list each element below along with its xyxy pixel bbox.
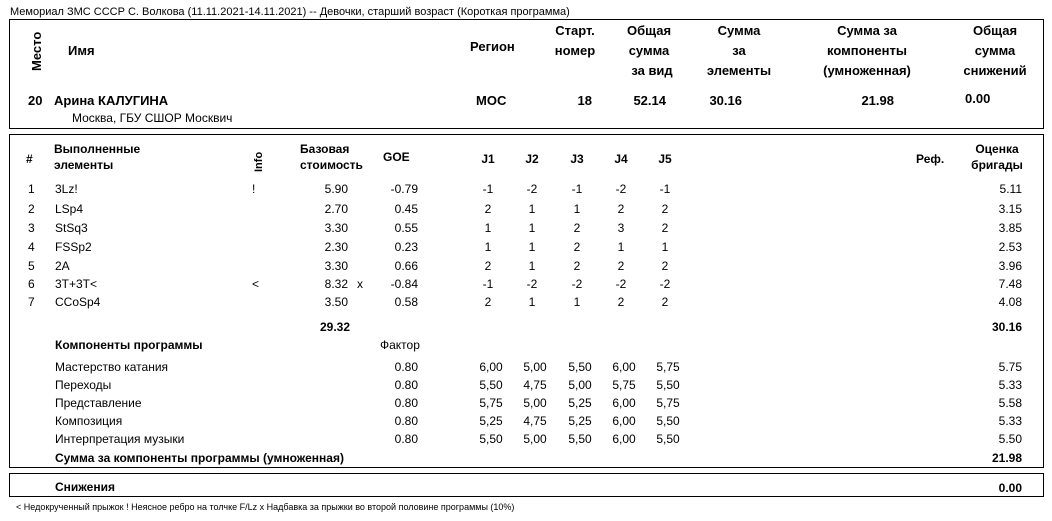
element-name: 3Lz! [55, 182, 78, 196]
base-total: 29.32 [319, 320, 350, 334]
element-judge-score: 1 [528, 202, 536, 216]
element-judge-score: 2 [617, 259, 625, 273]
skater-tes: 30.16 [709, 93, 742, 108]
component-judge-score: 5,50 [656, 432, 680, 446]
header-start-no: Старт. номер [554, 23, 596, 58]
col-j3: J3 [570, 152, 584, 166]
component-judge-score: 5,00 [568, 378, 592, 392]
element-judge-score: -2 [615, 182, 627, 196]
skater-pcs: 21.98 [861, 93, 894, 108]
element-judge-score: 1 [484, 221, 492, 235]
element-score: 3.15 [998, 202, 1022, 216]
element-judge-score: 2 [573, 240, 581, 254]
element-judge-score: 1 [528, 295, 536, 309]
skater-club: Москва, ГБУ СШОР Москвич [72, 111, 233, 125]
component-judge-score: 5,75 [479, 396, 503, 410]
header-total: Общая сумма за вид [626, 23, 673, 78]
component-factor: 0.80 [394, 378, 418, 392]
component-factor: 0.80 [394, 396, 418, 410]
component-judge-score: 5,75 [612, 378, 636, 392]
component-judge-score: 5,50 [656, 414, 680, 428]
component-judge-score: 5,50 [568, 432, 592, 446]
element-base: 2.70 [324, 202, 348, 216]
component-judge-score: 5,00 [523, 432, 547, 446]
element-judge-score: -2 [571, 277, 583, 291]
element-judge-score: 2 [484, 295, 492, 309]
element-judge-score: 1 [617, 240, 625, 254]
element-judge-score: 2 [661, 202, 669, 216]
element-judge-score: 1 [573, 295, 581, 309]
components-total: 21.98 [991, 451, 1022, 465]
element-goe: -0.84 [390, 277, 418, 291]
element-score: 3.96 [998, 259, 1022, 273]
header-tes: Сумма за элементы [706, 23, 772, 78]
component-judge-score: 6,00 [612, 360, 636, 374]
component-name: Представление [55, 396, 142, 410]
element-judge-score: 1 [528, 259, 536, 273]
element-judge-score: 2 [617, 295, 625, 309]
component-judge-score: 5,50 [656, 378, 680, 392]
element-base: 5.90 [324, 182, 348, 196]
col-info: Info [253, 151, 265, 172]
element-judge-score: 2 [617, 202, 625, 216]
element-num: 5 [28, 259, 35, 273]
component-score: 5.33 [998, 378, 1022, 392]
element-x-mark: x [357, 277, 363, 291]
component-judge-score: 5,00 [523, 396, 547, 410]
col-base: Базовая стоимость [300, 142, 363, 172]
components-total-label: Сумма за компоненты программы (умноженная) [55, 451, 344, 465]
header-deductions: Общая сумма снижений [963, 23, 1027, 78]
element-base: 8.32 [324, 277, 348, 291]
element-judge-score: 1 [528, 240, 536, 254]
component-name: Переходы [55, 378, 112, 392]
col-j1: J1 [481, 152, 495, 166]
element-judge-score: 2 [484, 202, 492, 216]
element-goe: 0.23 [394, 240, 418, 254]
component-factor: 0.80 [394, 432, 418, 446]
footnote: < Недокрученный прыжок ! Неясное ребро на толчке F/Lz x Надбавка за прыжки во второй половине программы (10%) [16, 502, 515, 512]
element-goe: 0.45 [394, 202, 418, 216]
component-judge-score: 5,75 [656, 396, 680, 410]
header-region: Регион [470, 39, 515, 54]
element-goe: 0.66 [394, 259, 418, 273]
component-judge-score: 5,00 [523, 360, 547, 374]
element-score: 3.85 [998, 221, 1022, 235]
element-num: 1 [28, 182, 35, 196]
col-j5: J5 [658, 152, 672, 166]
element-judge-score: 2 [661, 295, 669, 309]
components-title: Компоненты программы [55, 338, 203, 352]
component-judge-score: 4,75 [523, 378, 547, 392]
component-score: 5.75 [998, 360, 1022, 374]
element-judge-score: -1 [571, 182, 583, 196]
element-name: LSp4 [55, 202, 84, 216]
element-judge-score: 2 [661, 221, 669, 235]
col-ref: Реф. [916, 152, 945, 166]
col-j4: J4 [614, 152, 628, 166]
element-judge-score: -1 [659, 182, 671, 196]
header-place: Место [29, 31, 44, 71]
component-judge-score: 5,25 [568, 414, 592, 428]
deductions-label: Снижения [55, 480, 115, 494]
component-judge-score: 6,00 [612, 396, 636, 410]
component-score: 5.50 [998, 432, 1022, 446]
component-judge-score: 5,75 [656, 360, 680, 374]
component-judge-score: 5,50 [479, 432, 503, 446]
element-judge-score: 1 [484, 240, 492, 254]
element-goe: -0.79 [390, 182, 418, 196]
element-judge-score: 2 [573, 221, 581, 235]
element-num: 2 [28, 202, 35, 216]
header-pcs: Сумма за компоненты (умноженная) [823, 23, 911, 78]
element-num: 4 [28, 240, 35, 254]
element-num: 3 [28, 221, 35, 235]
element-judge-score: -2 [526, 277, 538, 291]
element-name: CCoSp4 [55, 295, 101, 309]
component-name: Мастерство катания [55, 360, 169, 374]
element-num: 6 [28, 277, 35, 291]
element-info: ! [252, 182, 256, 196]
element-judge-score: -2 [526, 182, 538, 196]
element-judge-score: 2 [661, 259, 669, 273]
element-name: FSSp2 [55, 240, 92, 254]
skater-region: МОС [476, 93, 507, 108]
event-title: Мемориал ЗМС СССР С. Волкова (11.11.2021-14.11.2021) -- Девочки, старший возраст (Короткая программа) [10, 6, 570, 18]
component-judge-score: 5,50 [479, 378, 503, 392]
skater-start-no: 18 [577, 93, 592, 108]
col-goe: GOE [383, 150, 410, 164]
col-j2: J2 [525, 152, 539, 166]
element-score: 5.11 [999, 182, 1022, 196]
col-elements: Выполненные элементы [54, 142, 141, 172]
element-base: 2.30 [324, 240, 348, 254]
element-name: 3T+3T< [55, 277, 98, 291]
element-goe: 0.55 [394, 221, 418, 235]
skater-place: 20 [28, 93, 43, 108]
deductions-value: 0.00 [998, 481, 1022, 495]
factor-label: Фактор [380, 338, 420, 352]
element-judge-score: -2 [615, 277, 627, 291]
element-judge-score: -2 [659, 277, 671, 291]
element-base: 3.30 [324, 259, 348, 273]
element-score: 2.53 [998, 240, 1022, 254]
component-judge-score: 5,50 [568, 360, 592, 374]
component-name: Интерпретация музыки [55, 432, 185, 446]
component-judge-score: 5,25 [479, 414, 503, 428]
col-score: Оценка бригады [971, 142, 1023, 172]
element-judge-score: -1 [482, 182, 494, 196]
element-judge-score: 2 [573, 259, 581, 273]
element-num: 7 [28, 295, 35, 309]
component-judge-score: 6,00 [612, 432, 636, 446]
element-judge-score: 2 [484, 259, 492, 273]
element-base: 3.30 [324, 221, 348, 235]
element-judge-score: 1 [661, 240, 669, 254]
skater-name: Арина КАЛУГИНА [54, 93, 169, 108]
deductions-box [9, 473, 1044, 497]
component-judge-score: 6,00 [479, 360, 503, 374]
element-score: 7.48 [998, 277, 1022, 291]
element-base: 3.50 [324, 295, 348, 309]
element-judge-score: 1 [528, 221, 536, 235]
element-score: 4.08 [998, 295, 1022, 309]
element-judge-score: 3 [617, 221, 625, 235]
component-name: Композиция [55, 414, 123, 428]
component-judge-score: 4,75 [523, 414, 547, 428]
col-num: # [26, 152, 33, 166]
component-judge-score: 5,25 [568, 396, 592, 410]
skater-deductions: 0.00 [965, 91, 991, 106]
element-judge-score: -1 [482, 277, 494, 291]
element-goe: 0.58 [394, 295, 418, 309]
element-judge-score: 1 [573, 202, 581, 216]
element-name: StSq3 [55, 221, 88, 235]
component-score: 5.33 [998, 414, 1022, 428]
element-info: < [252, 277, 260, 291]
component-score: 5.58 [998, 396, 1022, 410]
component-judge-score: 6,00 [612, 414, 636, 428]
element-name: 2A [55, 259, 70, 273]
elements-total: 30.16 [991, 320, 1022, 334]
component-factor: 0.80 [394, 414, 418, 428]
header-name: Имя [68, 43, 95, 58]
component-factor: 0.80 [394, 360, 418, 374]
skater-total: 52.14 [633, 93, 666, 108]
